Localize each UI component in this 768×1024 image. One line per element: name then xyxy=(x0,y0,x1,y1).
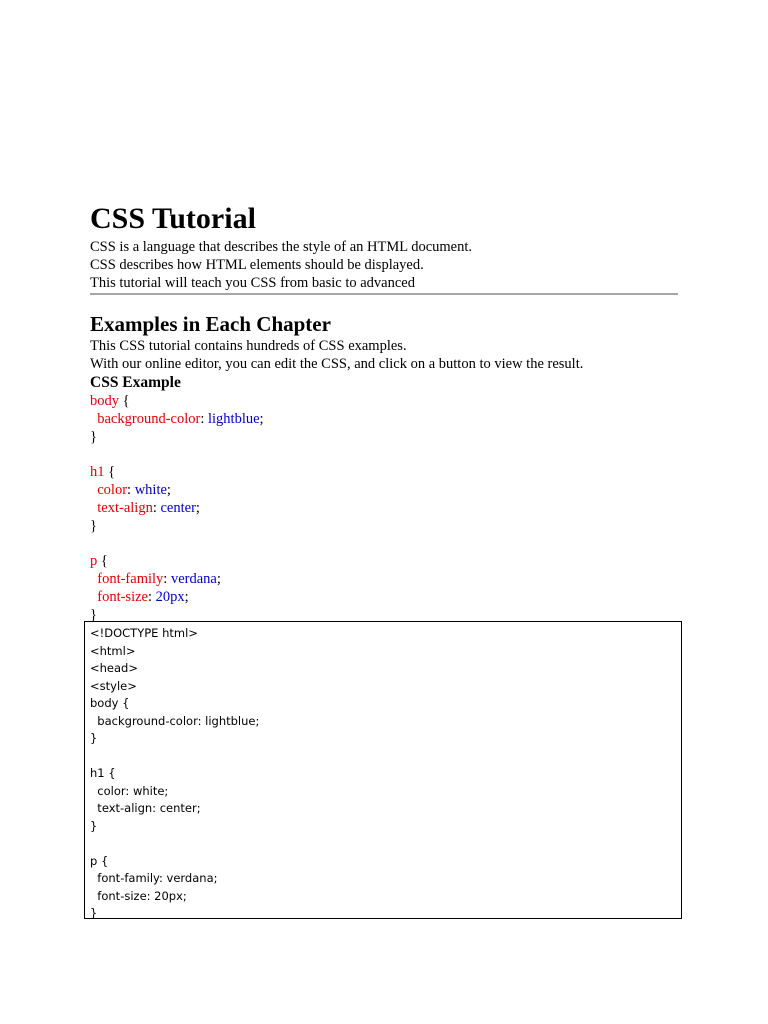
css-brace: { xyxy=(97,553,108,570)
css-brace: } xyxy=(90,517,97,534)
css-value: 20px xyxy=(155,588,185,605)
example-heading: CSS Example xyxy=(90,374,181,391)
css-example-line xyxy=(90,571,680,589)
css-example-line xyxy=(90,553,680,571)
css-value: white xyxy=(134,481,167,498)
code-line: h1 { xyxy=(90,766,116,780)
code-line: } xyxy=(90,731,98,745)
section-line-2: With our online editor, you can edit the CSS, and click on a button to view the result. xyxy=(90,356,584,372)
css-value: lightblue xyxy=(207,410,260,427)
code-line: <style> xyxy=(90,678,137,693)
code-line xyxy=(90,748,681,766)
section-line-1: This CSS tutorial contains hundreds of CSS examples. xyxy=(90,338,407,354)
css-value: verdana xyxy=(170,570,217,587)
document-content xyxy=(90,200,680,624)
css-semicolon: ; xyxy=(166,481,171,498)
css-semicolon: ; xyxy=(195,499,200,516)
css-example-block xyxy=(90,393,680,624)
css-colon: : xyxy=(152,499,161,516)
css-example-line xyxy=(90,482,680,500)
css-example-line xyxy=(90,446,680,464)
css-colon: : xyxy=(147,588,156,605)
css-example-line xyxy=(90,500,680,518)
css-selector: body xyxy=(90,393,119,409)
code-line: <head> xyxy=(90,661,138,675)
css-example-line xyxy=(90,518,680,536)
css-property: font-family xyxy=(97,570,164,587)
code-box xyxy=(84,621,682,919)
code-line: text-align: center; xyxy=(90,801,201,815)
code-line: background-color: lightblue; xyxy=(90,713,260,728)
intro-line-2: CSS describes how HTML elements should be displayed. xyxy=(90,257,424,273)
code-line: font-family: verdana; xyxy=(90,871,218,885)
css-example-line xyxy=(90,535,680,553)
code-line xyxy=(90,835,681,853)
css-example-line xyxy=(90,429,680,447)
css-semicolon: ; xyxy=(216,570,221,587)
code-line: } xyxy=(90,906,98,920)
css-brace: { xyxy=(104,464,116,481)
page-title: CSS Tutorial xyxy=(90,202,256,235)
code-line: color: white; xyxy=(90,783,169,798)
css-property: font-size xyxy=(97,588,148,605)
css-colon: : xyxy=(163,570,171,587)
css-example-line xyxy=(90,464,680,482)
css-example-line xyxy=(90,411,680,429)
code-line: } xyxy=(90,818,98,833)
code-line: <!DOCTYPE html> xyxy=(90,626,198,640)
code-line: font-size: 20px; xyxy=(90,888,187,903)
section-heading: Examples in Each Chapter xyxy=(90,312,331,336)
css-value: center xyxy=(160,499,196,516)
css-brace: } xyxy=(90,428,97,445)
css-semicolon: ; xyxy=(259,410,264,427)
css-example-line xyxy=(90,589,680,607)
css-colon: : xyxy=(200,410,208,427)
intro-line-1: CSS is a language that describes the style of an HTML document. xyxy=(90,239,473,255)
code-line: body { xyxy=(90,696,130,710)
css-colon: : xyxy=(127,481,135,498)
css-brace: } xyxy=(90,606,97,623)
css-property: color xyxy=(97,481,128,498)
css-property: text-align xyxy=(97,499,153,516)
intro-line-3: This tutorial will teach you CSS from basic to advanced xyxy=(90,275,415,291)
css-brace: { xyxy=(119,393,130,409)
code-line: p { xyxy=(90,853,109,868)
css-property: background-color xyxy=(97,410,201,427)
code-line: <html> xyxy=(90,643,136,658)
css-selector: h1 xyxy=(90,464,105,481)
horizontal-rule xyxy=(90,293,678,295)
css-selector: p xyxy=(90,553,98,570)
css-example-line xyxy=(90,393,680,411)
css-semicolon: ; xyxy=(184,588,189,605)
